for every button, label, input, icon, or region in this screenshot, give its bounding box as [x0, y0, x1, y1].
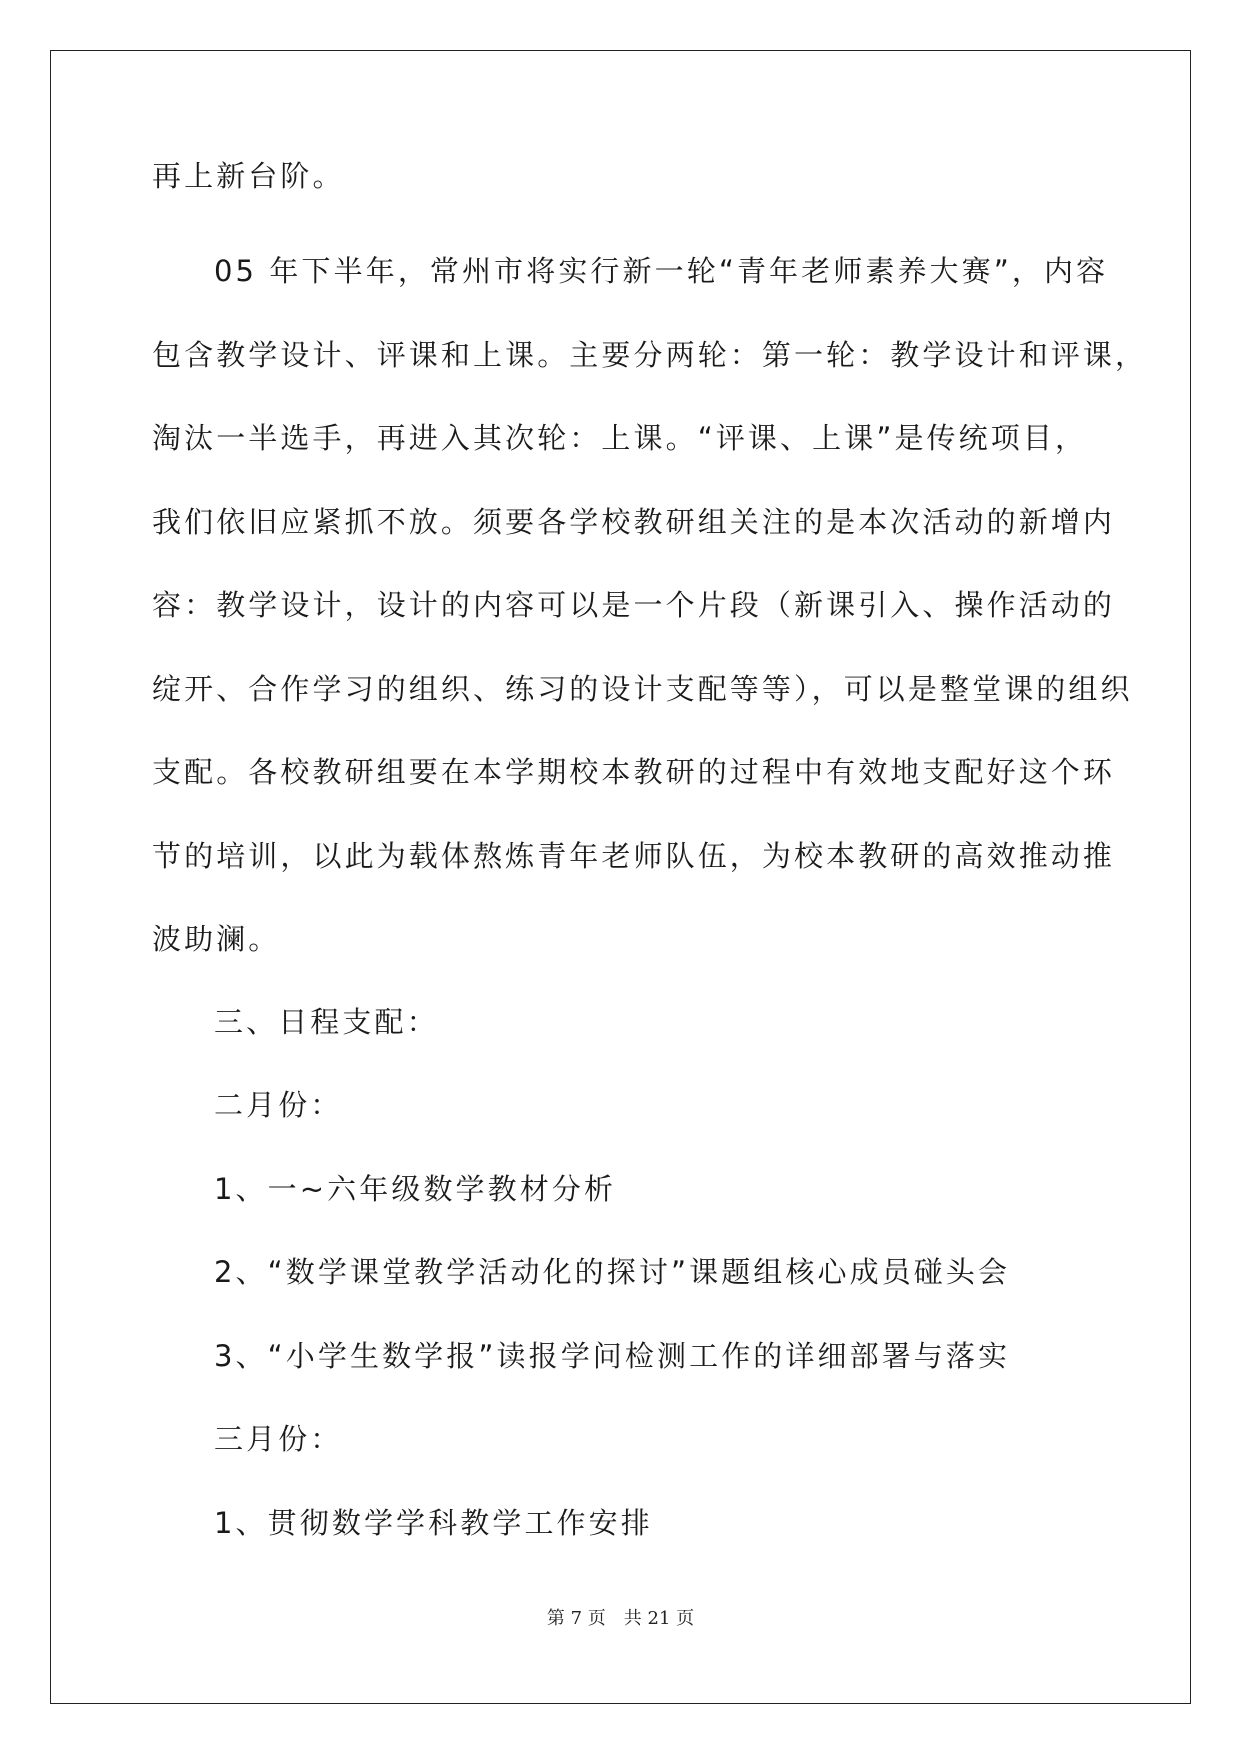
- month-heading-february: 二月份：: [214, 1088, 343, 1122]
- text-line-4: 淘汰一半选手，再进入其次轮：上课。“评课、上课”是传统项目，: [152, 421, 1088, 455]
- text-line-2: 05 年下半年，常州市将实行新一轮“青年老师素养大赛”，内容: [214, 254, 1109, 288]
- list-item-mar-1: 1、贯彻数学学科教学工作安排: [214, 1506, 653, 1540]
- month-heading-march: 三月份：: [214, 1422, 343, 1456]
- text-line-9: 节的培训，以此为载体熬炼青年老师队伍，为校本教研的高效推动推: [152, 839, 1116, 873]
- page-number-footer: 第 7 页 共 21 页: [546, 1608, 695, 1629]
- text-line-3: 包含教学设计、评课和上课。主要分两轮：第一轮：教学设计和评课，: [152, 338, 1148, 372]
- list-item-feb-2: 2、“数学课堂教学活动化的探讨”课题组核心成员碰头会: [214, 1255, 1011, 1289]
- text-line-8: 支配。各校教研组要在本学期校本教研的过程中有效地支配好这个环: [152, 755, 1116, 789]
- section-heading-schedule: 三、日程支配：: [214, 1005, 439, 1039]
- text-line-5: 我们依旧应紧抓不放。须要各学校教研组关注的是本次活动的新增内: [152, 505, 1116, 539]
- list-item-feb-1: 1、一~六年级数学教材分析: [214, 1172, 617, 1206]
- text-line-6: 容：教学设计，设计的内容可以是一个片段（新课引入、操作活动的: [152, 588, 1116, 622]
- text-line-7: 绽开、合作学习的组织、练习的设计支配等等），可以是整堂课的组织: [152, 672, 1133, 706]
- list-item-feb-3: 3、“小学生数学报”读报学问检测工作的详细部署与落实: [214, 1339, 1011, 1373]
- text-line-1: 再上新台阶。: [152, 159, 345, 193]
- text-line-10: 波助澜。: [152, 922, 281, 956]
